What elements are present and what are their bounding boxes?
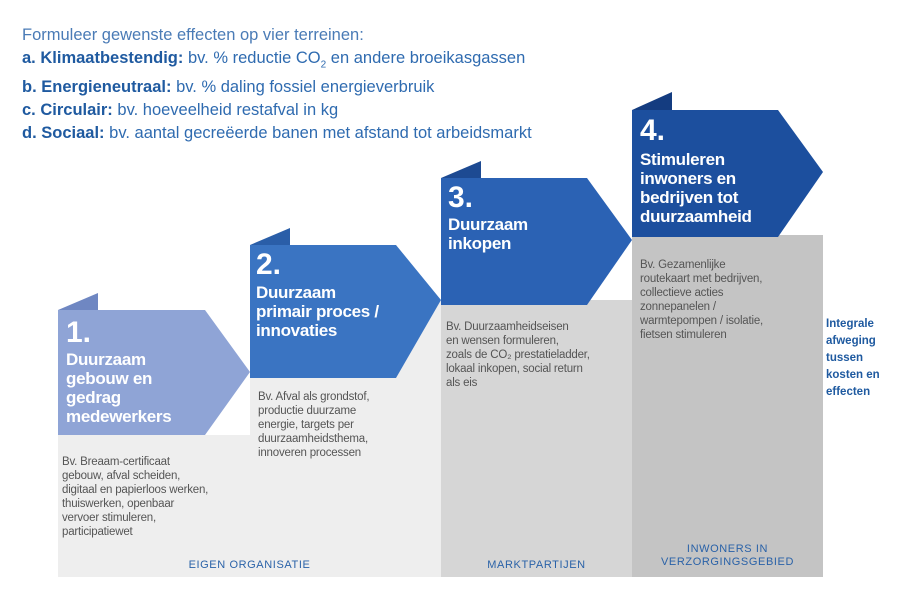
zone-label-markt: MARKTPARTIJEN [487, 559, 586, 571]
step-4-flap [632, 92, 672, 110]
step-4-number: 4. [640, 114, 666, 147]
step-1-description: Bv. Breaam-certificaat gebouw, afval scheiden, digitaal en papierloos werken, thuiswerken, openbaar vervoer stimuleren, participatiewet [62, 456, 209, 538]
step-4-description: Bv. Gezamenlijke routekaart met bedrijven, collectieve acties zonnepanelen / warmtepompen / isolatie, fietsen stimuleren [640, 259, 764, 341]
step-1-title: Duurzaam gebouw en gedrag medewerkers [66, 350, 172, 426]
intro-item-a: a. Klimaatbestendig: bv. % reductie $CO_2$ en andere broeikasgassen [22, 49, 526, 71]
step-2-description: Bv. Afval als grondstof, productie duurzame energie, targets per duurzaamheidsthema, innoveren processen [258, 391, 370, 459]
intro-item-d: d. Sociaal: bv. aantal gecreëerde banen met afstand tot arbeidsmarkt [22, 124, 532, 143]
zone-label-eigen: EIGEN ORGANISATIE [188, 559, 311, 571]
step-3-description: Bv. Duurzaamheidseisen en wensen formuleren, zoals de CO₂ prestatieladder, lokaal inkopen, social return als eis [446, 321, 590, 389]
intro-item-b: b. Energieneutraal: bv. % daling fossiel energieverbruik [22, 78, 435, 97]
step-3-number: 3. [448, 181, 474, 214]
step-1-flap [58, 293, 98, 310]
step-3-flap [441, 161, 481, 178]
step-1-number: 1. [66, 316, 92, 349]
step-2-flap [250, 228, 290, 245]
step-3-title: Duurzaam inkopen [448, 215, 528, 253]
side-note: Integrale afweging tussen kosten en effecten [826, 318, 880, 398]
intro-lead: Formuleer gewenste effecten op vier terreinen: [22, 26, 364, 44]
step-2-title: Duurzaam primair proces / innovaties [256, 283, 379, 340]
intro-item-c: c. Circulair: bv. hoeveelheid restafval in kg [22, 101, 339, 120]
step-4-title: Stimuleren inwoners en bedrijven tot duurzaamheid [640, 150, 752, 226]
step-2-number: 2. [256, 248, 282, 281]
zone-label-inwoners: INWONERS IN VERZORGINGSGEBIED [660, 543, 795, 568]
